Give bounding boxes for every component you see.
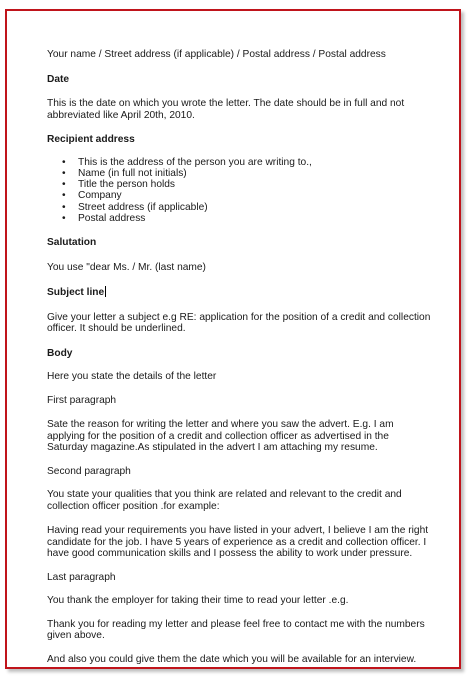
second-paragraph-example: Having read your requirements you have listed in your advert, I believe I am the right candidate for the job. I have 5 years of experience as a credit and collection officer. I have good communication skills and I possess the ability to work under pressure. (47, 525, 429, 560)
first-paragraph-text: Sate the reason for writing the letter and where you saw the advert. E.g. I am applying for the position of a credit and collection officer as advertised in the Saturday magazine.As stipulated in the advert I am attaching my resume. (47, 419, 394, 454)
closing-text: And also you could give them the date which you will be available for an interview. (47, 653, 417, 665)
subject-line-description: Give your letter a subject e.g RE: application for the position of a credit and collection officer. It should be underlined. (47, 311, 431, 335)
subject-line-heading[interactable] (47, 286, 432, 299)
date-description: This is the date on which you wrote the letter. The date should be in full and not abbreviated like April 20th, 2010. (47, 98, 405, 121)
body-heading: Body (47, 347, 73, 359)
list-item: • This is the address of the person you are writing to., (47, 157, 432, 168)
body-intro: Here you state the details of the letter (47, 371, 217, 383)
date-heading: Date (47, 73, 70, 85)
recipient-address-list (47, 157, 432, 225)
list-item: • Street address (if applicable) (47, 202, 432, 213)
recipient-address-heading: Recipient address (47, 134, 135, 145)
list-item: • Postal address (47, 213, 432, 224)
second-paragraph-text: You state your qualities that you think are related and relevant to the credit and collection officer position .for example: (47, 489, 402, 512)
last-paragraph-example: Thank you for reading my letter and please feel free to contact me with the numbers given above. (47, 618, 425, 642)
salutation-heading: Salutation (47, 237, 97, 249)
last-paragraph-text: You thank the employer for taking their time to read your letter .e.g. (47, 595, 349, 607)
subject-line-heading-text: Subject line (47, 287, 105, 299)
list-item: • Name (in full not initials) (47, 168, 432, 179)
list-item: • Company (47, 190, 432, 201)
last-paragraph-label: Last paragraph (47, 571, 116, 583)
sender-address-line: Your name / Street address (if applicable) / Postal address / Postal address (47, 49, 386, 60)
salutation-description: You use "dear Ms. / Mr. (last name) (47, 261, 206, 273)
letter-document (47, 49, 432, 665)
first-paragraph-label: First paragraph (47, 394, 117, 406)
list-item: • Title the person holds (47, 179, 432, 190)
text-cursor (105, 286, 106, 297)
second-paragraph-label: Second paragraph (47, 465, 131, 477)
